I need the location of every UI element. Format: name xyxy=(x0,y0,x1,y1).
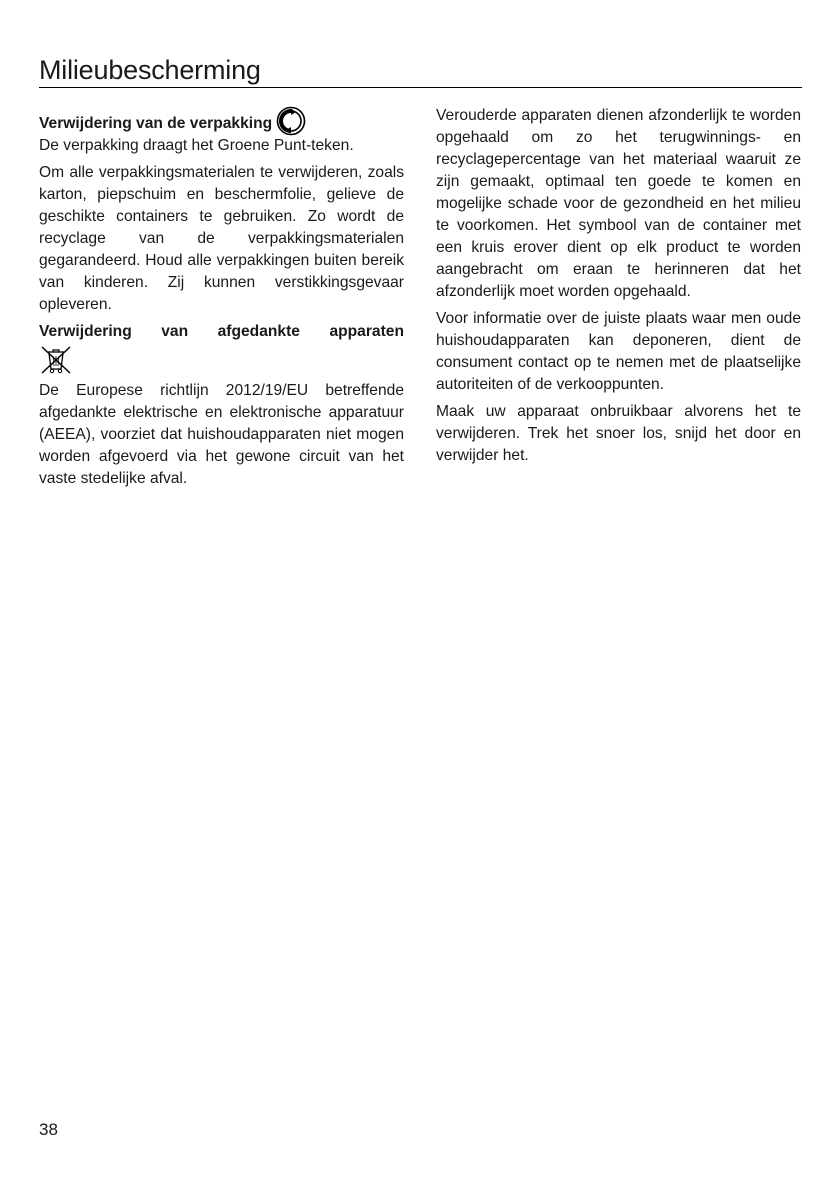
right-column xyxy=(436,105,801,472)
packaging-paragraph-1: De verpakking draagt het Groene Punt-teken. xyxy=(39,137,354,154)
crossed-out-wheelie-bin-icon xyxy=(39,345,73,375)
packaging-heading-text: Verwijdering van de verpakking xyxy=(39,115,273,132)
right-paragraph-3: Maak uw apparaat onbruikbaar alvorens het te verwijderen. Trek het snoer los, snijd het door en verwijder het. xyxy=(436,403,801,464)
page-title: Milieubescherming xyxy=(39,55,261,85)
left-column xyxy=(39,105,404,495)
appliance-paragraph-1: De Europese richtlijn 2012/19/EU betreffende afgedankte elektrische en elektronische apparatuur (AEEA), voorziet dat huishoudapparaten niet mogen worden afgevoerd via het gewone circuit van het vaste stedelijke afval. xyxy=(39,382,404,487)
page-number: 38 xyxy=(39,1120,58,1139)
title-divider xyxy=(39,87,802,88)
right-paragraph-2: Voor informatie over de juiste plaats waar men oude huishoudapparaten kan deponeren, dient de consument contact op te nemen met de plaatselijke autoriteiten of de verkooppunten. xyxy=(436,310,801,393)
packaging-heading xyxy=(39,105,404,135)
right-paragraph-1: Verouderde apparaten dienen afzonderlijk te worden opgehaald om zo het terugwinnings- en recyclagepercentage van het materiaal waaruit ze zijn gemaakt, optimaal ten goede te komen en mogelijke schade voor de gezondheid en het milieu te voorkomen. Het symbool van de container met een kruis erover dient op elk product te worden aangebracht om eraan te herinneren dat het afzonderlijk moet worden opgehaald. xyxy=(436,107,801,300)
green-dot-icon xyxy=(276,106,306,136)
appliance-heading: Verwijdering van afgedankte apparaten xyxy=(39,323,404,340)
packaging-paragraph-2: Om alle verpakkingsmaterialen te verwijderen, zoals karton, piepschuim en beschermfolie, gelieve de geschikte containers te gebruiken. Zo wordt de recyclage van de verpakkingsmaterialen gegarandeerd. Houd alle verpakkingen buiten bereik van kinderen. Zij kunnen verstikkingsgevaar opleveren. xyxy=(39,164,404,313)
